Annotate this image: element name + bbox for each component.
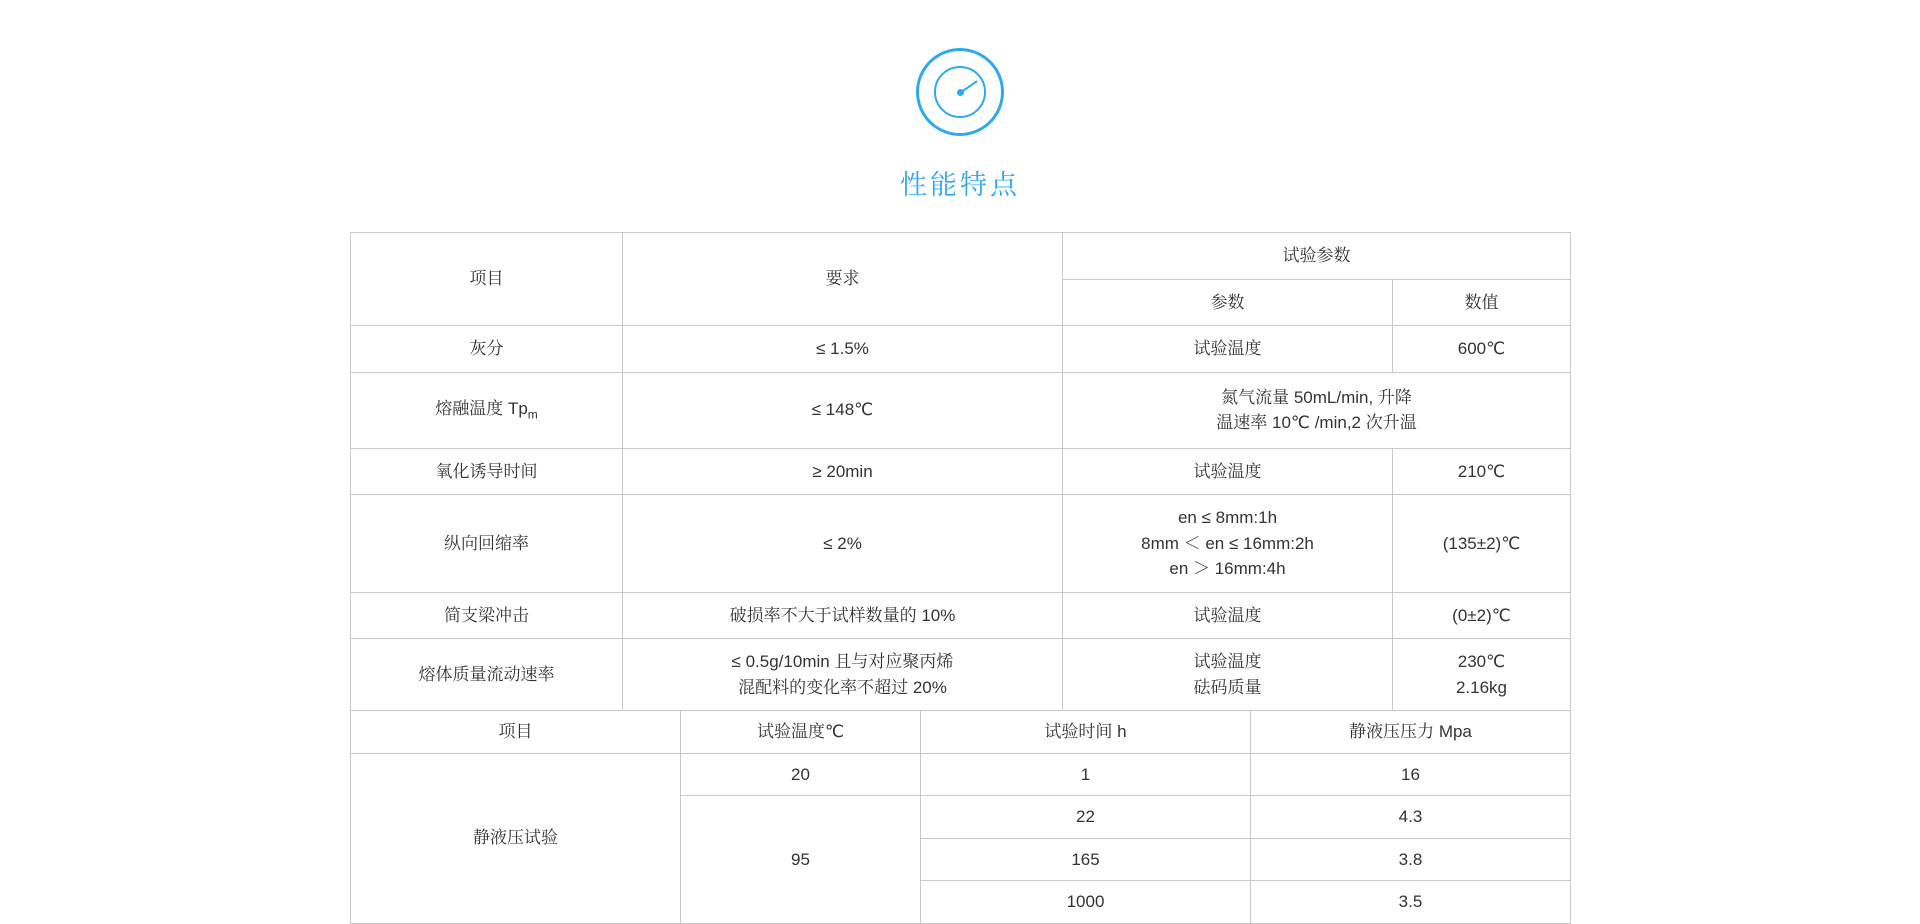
row-value: (135±2)℃ [1393,495,1571,593]
row-param-line3: en ＞ 16mm:4h [1169,559,1286,578]
row-pressure: 4.3 [1251,796,1571,839]
row-requirement: ≤ 2% [623,495,1063,593]
header-temperature: 试验温度℃ [681,711,921,754]
header-block [0,0,1920,202]
gauge-hub [957,89,964,96]
row-value-line2: 2.16kg [1455,677,1508,697]
row-pressure: 3.8 [1251,838,1571,881]
row-temperature: 95 [681,796,921,924]
row-param [1063,495,1393,593]
row-time: 22 [921,796,1251,839]
table-row [351,592,1571,639]
row-value: 600℃ [1393,326,1571,373]
table-row [351,753,1571,796]
table-header-row [351,711,1571,754]
table-row [351,639,1571,711]
row-item: 熔体质量流动速率 [351,639,623,711]
row-requirement [623,639,1063,711]
row-pressure: 16 [1251,753,1571,796]
row-param: 试验温度 [1063,326,1393,373]
table-row [351,495,1571,593]
header-item: 项目 [351,711,681,754]
header-pressure: 静液压压力 Mpa [1251,711,1571,754]
header-requirement: 要求 [623,233,1063,326]
row-time: 1 [921,753,1251,796]
row-param: 试验温度 [1063,592,1393,639]
row-param: 试验温度 [1063,448,1393,495]
header-value: 数值 [1393,279,1571,326]
row-item-subscript: m [527,407,538,422]
row-param-line1: 氮气流量 50mL/min, 升降 [1221,387,1412,407]
row-item [351,372,623,448]
table-row [351,448,1571,495]
row-requirement-line2: 混配料的变化率不超过 20% [738,677,947,697]
row-param-merged [1063,372,1571,448]
page-title: 性能特点 [900,170,1020,200]
row-value: (0±2)℃ [1393,592,1571,639]
row-param-line1: 试验温度 [1193,652,1262,671]
row-item: 简支梁冲击 [351,592,623,639]
hydrostatic-table [350,710,1571,924]
gauge-icon [916,48,1004,136]
row-requirement: ≤ 148℃ [623,372,1063,448]
spec-tables [350,232,1570,924]
header-param: 参数 [1063,279,1393,326]
row-requirement-line1: ≤ 0.5g/10min 且与对应聚丙烯 [731,652,954,671]
header-time: 试验时间 h [921,711,1251,754]
row-time: 165 [921,838,1251,881]
row-pressure: 3.5 [1251,881,1571,924]
row-value: 210℃ [1393,448,1571,495]
row-requirement: 破损率不大于试样数量的 10% [623,592,1063,639]
row-requirement: ≥ 20min [623,448,1063,495]
row-param-line2: 砝码质量 [1193,677,1262,697]
row-temperature: 20 [681,753,921,796]
row-time: 1000 [921,881,1251,924]
row-value [1393,639,1571,711]
row-requirement: ≤ 1.5% [623,326,1063,373]
row-param-line2: 8mm ＜ en ≤ 16mm:2h [1141,533,1314,553]
row-item-text: 熔融温度 Tp [435,399,528,419]
table-row [351,326,1571,373]
row-param-line1: en ≤ 8mm:1h [1177,508,1278,527]
table-row [351,372,1571,448]
row-param [1063,639,1393,711]
row-item: 灰分 [351,326,623,373]
row-param-line2: 温速率 10℃ /min,2 次升温 [1216,413,1417,432]
performance-table [350,232,1571,711]
row-item: 静液压试验 [351,753,681,923]
header-test-params: 试验参数 [1063,233,1571,280]
row-value-line1: 230℃ [1457,652,1506,671]
table-header-row [351,233,1571,280]
row-item: 氧化诱导时间 [351,448,623,495]
row-item: 纵向回缩率 [351,495,623,593]
header-item: 项目 [351,233,623,326]
